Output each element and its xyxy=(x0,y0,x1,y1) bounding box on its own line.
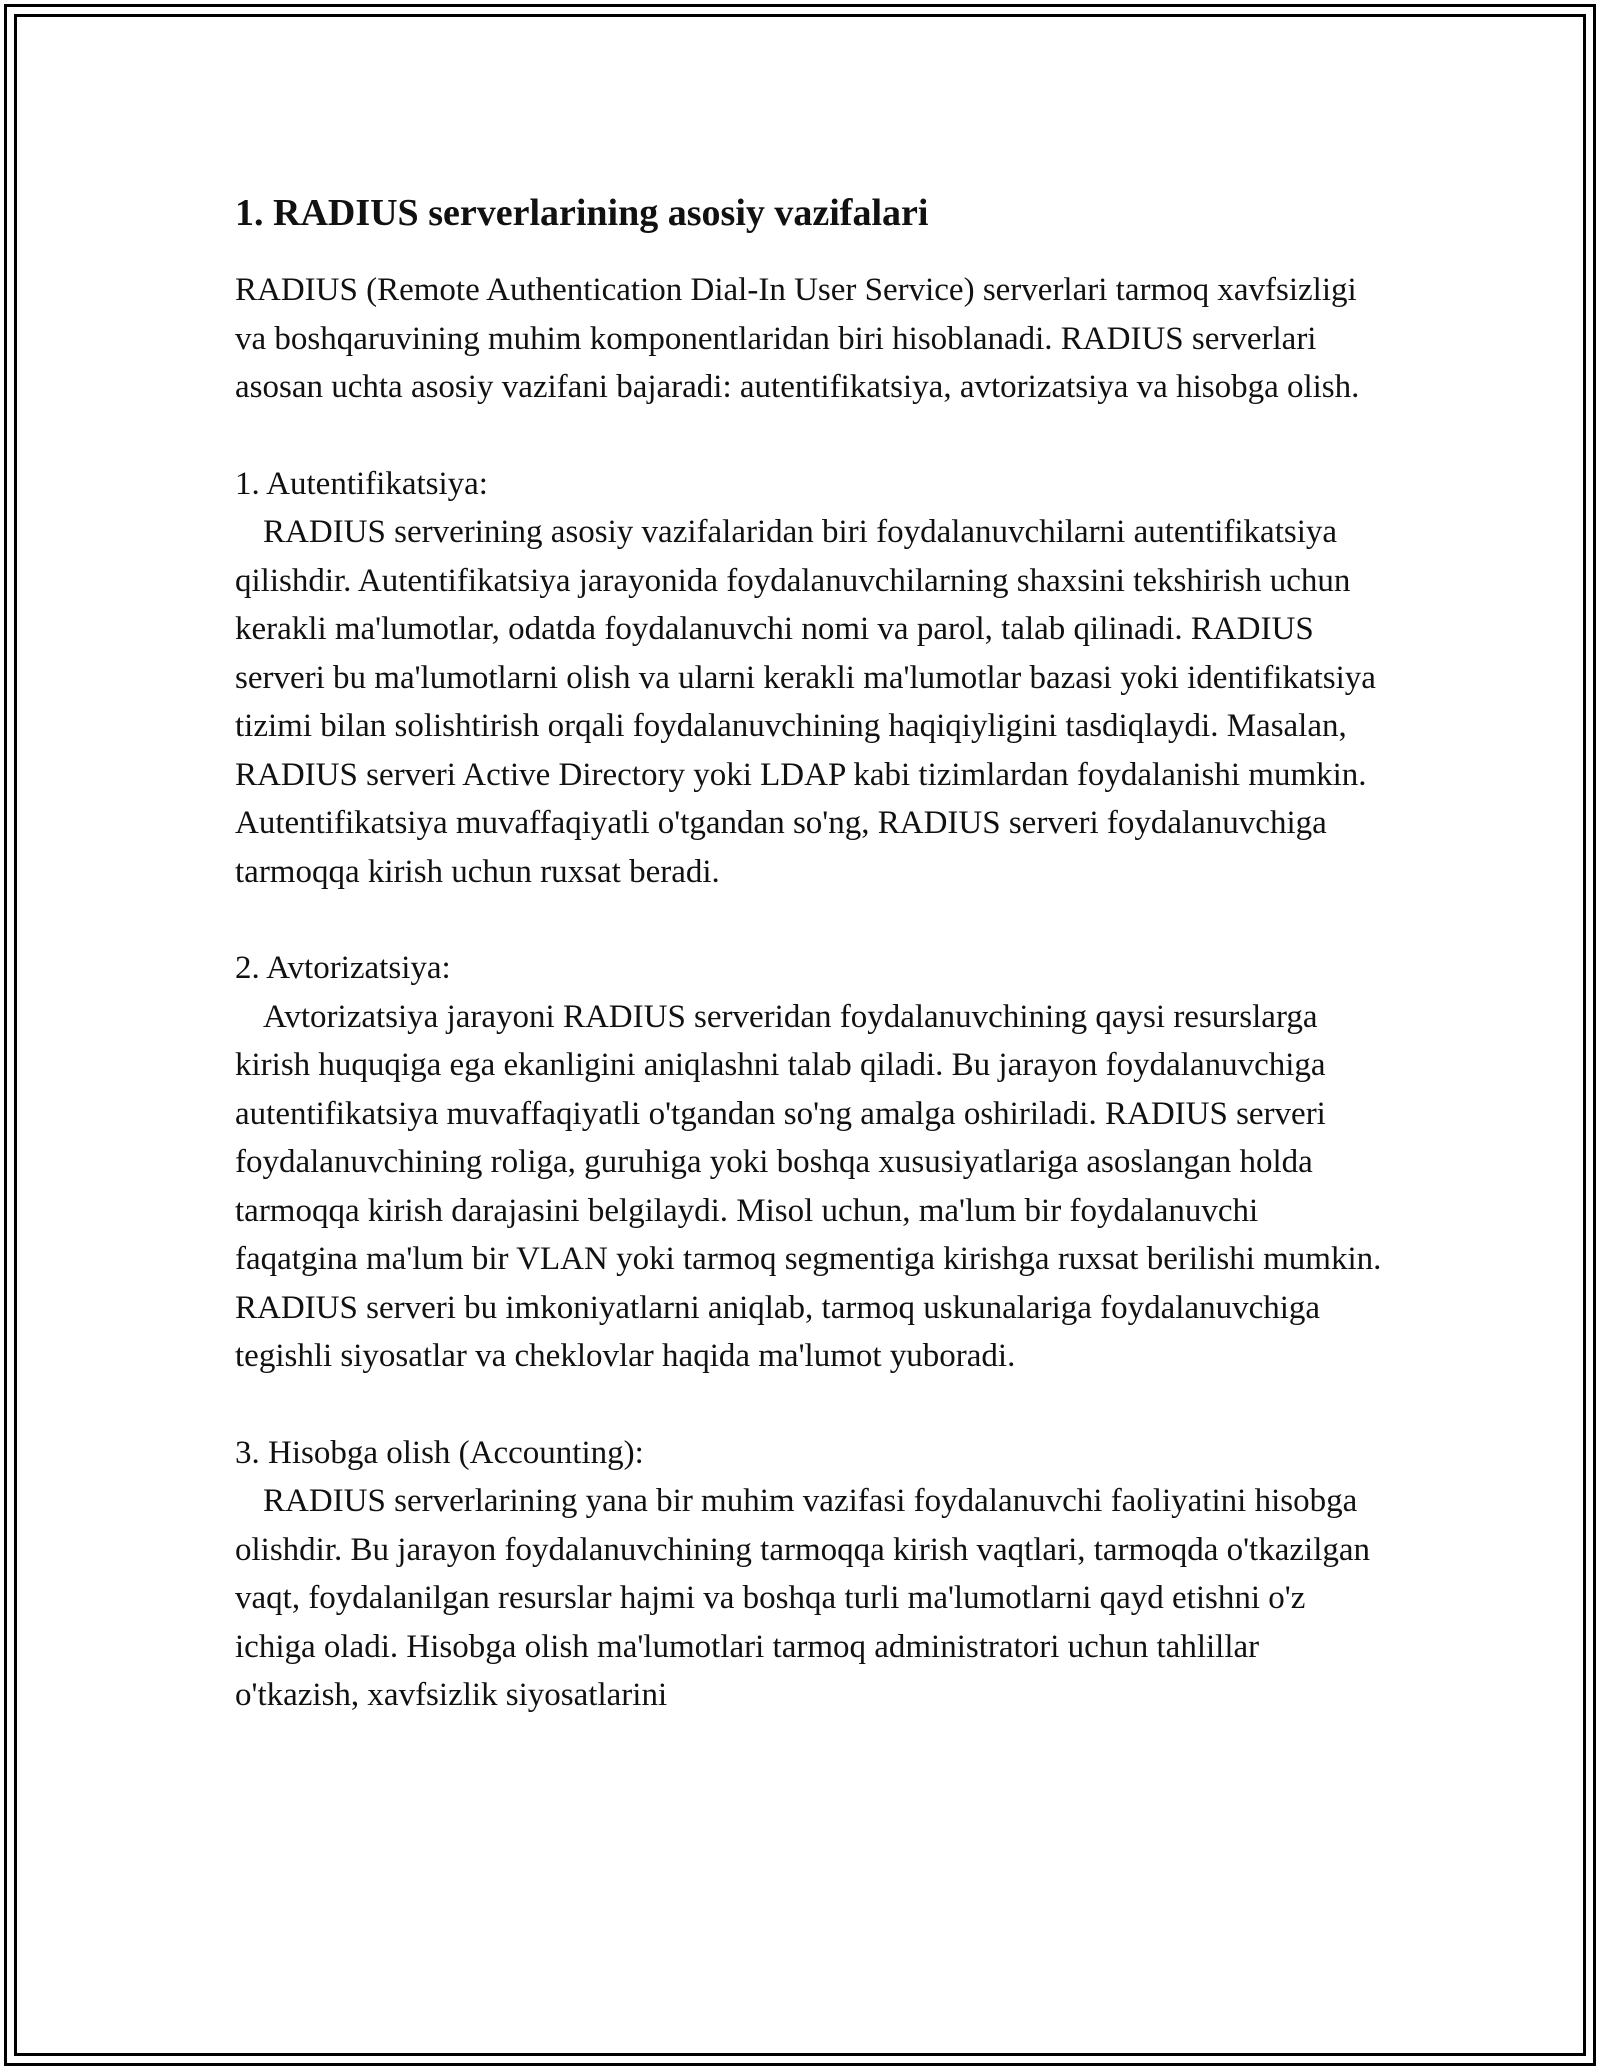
document-body xyxy=(235,188,1385,1720)
section-label: 1. Autentifikatsiya: xyxy=(235,465,488,502)
section-label: 3. Hisobga olish (Accounting): xyxy=(235,1434,644,1471)
section-body: RADIUS serverining asosiy vazifalaridan biri foydalanuvchilarni autentifikatsiya qilishdir. Autentifikatsiya jarayonida foydalanuvchilarning shaxsini tekshirish uchun kerakli ma'lumotlar, odatda foydalanuvchi nomi va parol, talab qilinadi. RADIUS serveri bu ma'lumotlarni olish va ularni kerakli ma'lumotlar bazasi yoki identifikatsiya tizimi bilan solishtirish orqali foydalanuvchining haqiqiyligini tasdiqlaydi. Masalan, RADIUS serveri Active Directory yoki LDAP kabi tizimlardan foydalanishi mumkin. Autentifikatsiya muvaffaqiyatli o'tgandan so'ng, RADIUS serveri foydalanuvchiga tarmoqqa kirish uchun ruxsat beradi. xyxy=(235,514,1376,890)
section-authentication xyxy=(235,460,1385,897)
section-authorization xyxy=(235,944,1385,1381)
section-accounting xyxy=(235,1429,1385,1720)
section-label: 2. Avtorizatsiya: xyxy=(235,950,451,986)
document-heading: 1. RADIUS serverlarining asosiy vazifalari xyxy=(235,192,929,234)
section-body: RADIUS serverlarining yana bir muhim vazifasi foydalanuvchi faoliyatini hisobga olishdir. Bu jarayon foydalanuvchining tarmoqqa kirish vaqtlari, tarmoqda o'tkazilgan vaqt, foydalanilgan resurslar hajmi va boshqa turli ma'lumotlarni qayd etishni o'z ichiga oladi. Hisobga olish ma'lumotlari tarmoq administratori uchun tahlillar o'tkazish, xavfsizlik siyosatlarini xyxy=(235,1483,1371,1713)
intro-paragraph: RADIUS (Remote Authentication Dial-In User Service) serverlari tarmoq xavfsizligi va boshqaruvining muhim komponentlaridan biri hisoblanadi. RADIUS serverlari asosan uchta asosiy vazifani bajaradi: autentifikatsiya, avtorizatsiya va hisobga olish. xyxy=(235,272,1360,405)
section-body: Avtorizatsiya jarayoni RADIUS serveridan foydalanuvchining qaysi resurslarga kirish huquqiga ega ekanligini aniqlashni talab qiladi. Bu jarayon foydalanuvchiga autentifikatsiya muvaffaqiyatli o'tgandan so'ng amalga oshiriladi. RADIUS serveri foydalanuvchining roliga, guruhiga yoki boshqa xususiyatlariga asoslangan holda tarmoqqa kirish darajasini belgilaydi. Misol uchun, ma'lum bir foydalanuvchi faqatgina ma'lum bir VLAN yoki tarmoq segmentiga kirishga ruxsat berilishi mumkin. RADIUS serveri bu imkoniyatlarni aniqlab, tarmoq uskunalariga foydalanuvchiga tegishli siyosatlar va cheklovlar haqida ma'lumot yuboradi. xyxy=(235,998,1382,1374)
